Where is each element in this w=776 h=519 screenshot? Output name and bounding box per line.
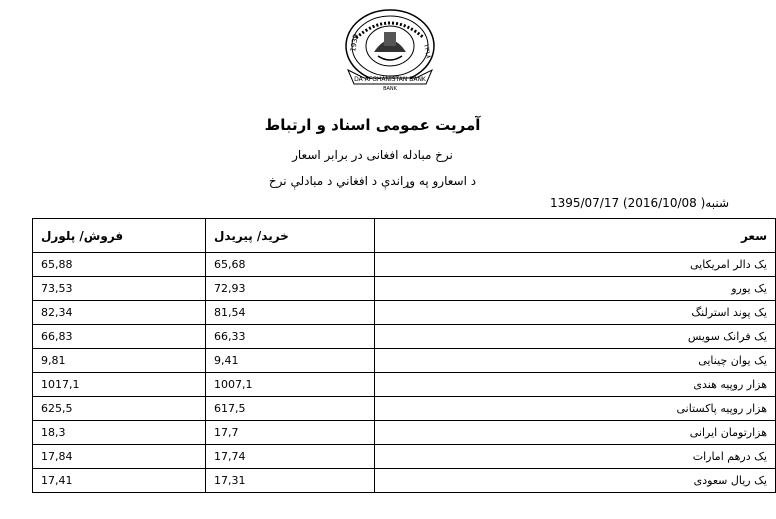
sell-rate-cell: 73,53 [33,277,206,301]
table-row [33,349,776,373]
seal-bank-word: BANK [383,86,397,92]
seal-year-right: ١٣١٨ [422,42,433,60]
buy-rate-cell: 17,74 [206,445,375,469]
table-row [33,445,776,469]
da-afghanistan-bank-seal-icon [334,8,446,92]
currency-cell: یک درهم امارات [375,445,776,469]
buy-rate-cell: 65,68 [206,253,375,277]
table-row [33,253,776,277]
buy-column-header: خرید/ پیریدل [206,219,375,253]
currency-cell: یک یورو [375,277,776,301]
subtitle-pashto: د اسعارو په وړاندې د افغاني د مبادلې نرخ [268,174,477,188]
currency-cell: هزار روپیه پاکستانی [375,397,776,421]
buy-rate-cell: 1007,1 [206,373,375,397]
sell-rate-cell: 9,81 [33,349,206,373]
currency-cell: هزار روپیه هندی [375,373,776,397]
currency-cell: یک پوند استرلنگ [375,301,776,325]
sell-rate-cell: 66,83 [33,325,206,349]
buy-rate-cell: 17,7 [206,421,375,445]
sell-rate-cell: 18,3 [33,421,206,445]
date-day: شنبه [705,196,729,210]
exchange-rate-table [32,218,776,493]
table-row [33,325,776,349]
seal-year-left: 1939 [349,33,361,53]
sell-rate-cell: 1017,1 [33,373,206,397]
currency-cell: هزارتومان ایرانی [375,421,776,445]
buy-rate-cell: 17,31 [206,469,375,493]
sell-column-header: فروش/ پلورل [33,219,206,253]
buy-rate-cell: 81,54 [206,301,375,325]
sell-rate-cell: 82,34 [33,301,206,325]
table-row [33,301,776,325]
table-row [33,469,776,493]
date-line [550,196,729,210]
table-row [33,373,776,397]
currency-column-header: سعر [375,219,776,253]
table-header-row [33,219,776,253]
table-row [33,421,776,445]
subtitle-dari: نرخ مبادله افغانی در برابر اسعار [292,148,453,162]
buy-rate-cell: 617,5 [206,397,375,421]
seal-bank-name: DA AFGHANISTAN BANK [354,76,426,83]
currency-cell: یک یوان چینایی [375,349,776,373]
page-title: آمریت عمومی اسناد و ارتباط [264,116,481,134]
sell-rate-cell: 65,88 [33,253,206,277]
sell-rate-cell: 17,41 [33,469,206,493]
buy-rate-cell: 72,93 [206,277,375,301]
date-value: 1395/07/17 (2016/10/08 ) [549,196,706,210]
table-row [33,397,776,421]
table-row [33,277,776,301]
sell-rate-cell: 17,84 [33,445,206,469]
currency-cell: یک فرانک سویس [375,325,776,349]
currency-cell: یک ریال سعودی [375,469,776,493]
currency-cell: یک دالر امریکایی [375,253,776,277]
buy-rate-cell: 9,41 [206,349,375,373]
sell-rate-cell: 625,5 [33,397,206,421]
buy-rate-cell: 66,33 [206,325,375,349]
